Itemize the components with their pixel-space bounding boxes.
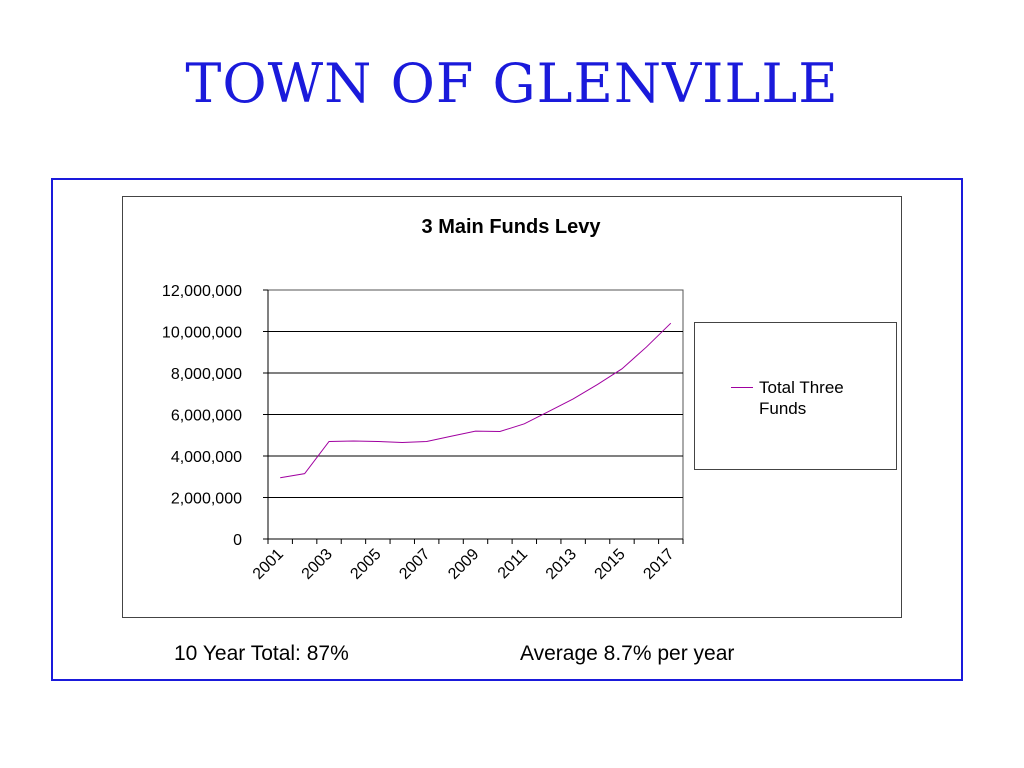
x-tick-label: 2009 — [445, 545, 483, 583]
x-tick-label: 2005 — [347, 545, 385, 583]
x-tick-label: 2003 — [298, 545, 336, 583]
y-tick-label: 4,000,000 — [170, 449, 242, 466]
slide-title: TOWN OF GLENVILLE — [185, 52, 839, 115]
y-tick-label: 6,000,000 — [170, 407, 242, 425]
x-tick-label: 2001 — [249, 545, 288, 583]
legend-label: Total Three Funds — [759, 378, 844, 418]
x-tick-label: 2011 — [494, 545, 532, 583]
y-tick-label: 0 — [233, 532, 242, 549]
y-tick-label: 10,000,000 — [161, 324, 242, 342]
ten-year-total: 10 Year Total: 87% — [174, 642, 349, 665]
y-tick-label: 8,000,000 — [170, 366, 242, 383]
average-per-year: Average 8.7% per year — [520, 642, 735, 665]
series-line-total-three-funds — [280, 323, 671, 478]
y-tick-label: 2,000,000 — [170, 490, 242, 508]
x-tick-label: 2007 — [396, 545, 434, 583]
x-tick-label: 2015 — [591, 545, 629, 583]
chart-title: 3 Main Funds Levy — [421, 216, 601, 238]
chart-legend — [694, 322, 897, 470]
x-tick-label: 2013 — [542, 545, 580, 583]
legend-swatch — [731, 387, 753, 388]
y-tick-label: 12,000,000 — [161, 283, 242, 300]
x-tick-label: 2017 — [640, 545, 678, 583]
